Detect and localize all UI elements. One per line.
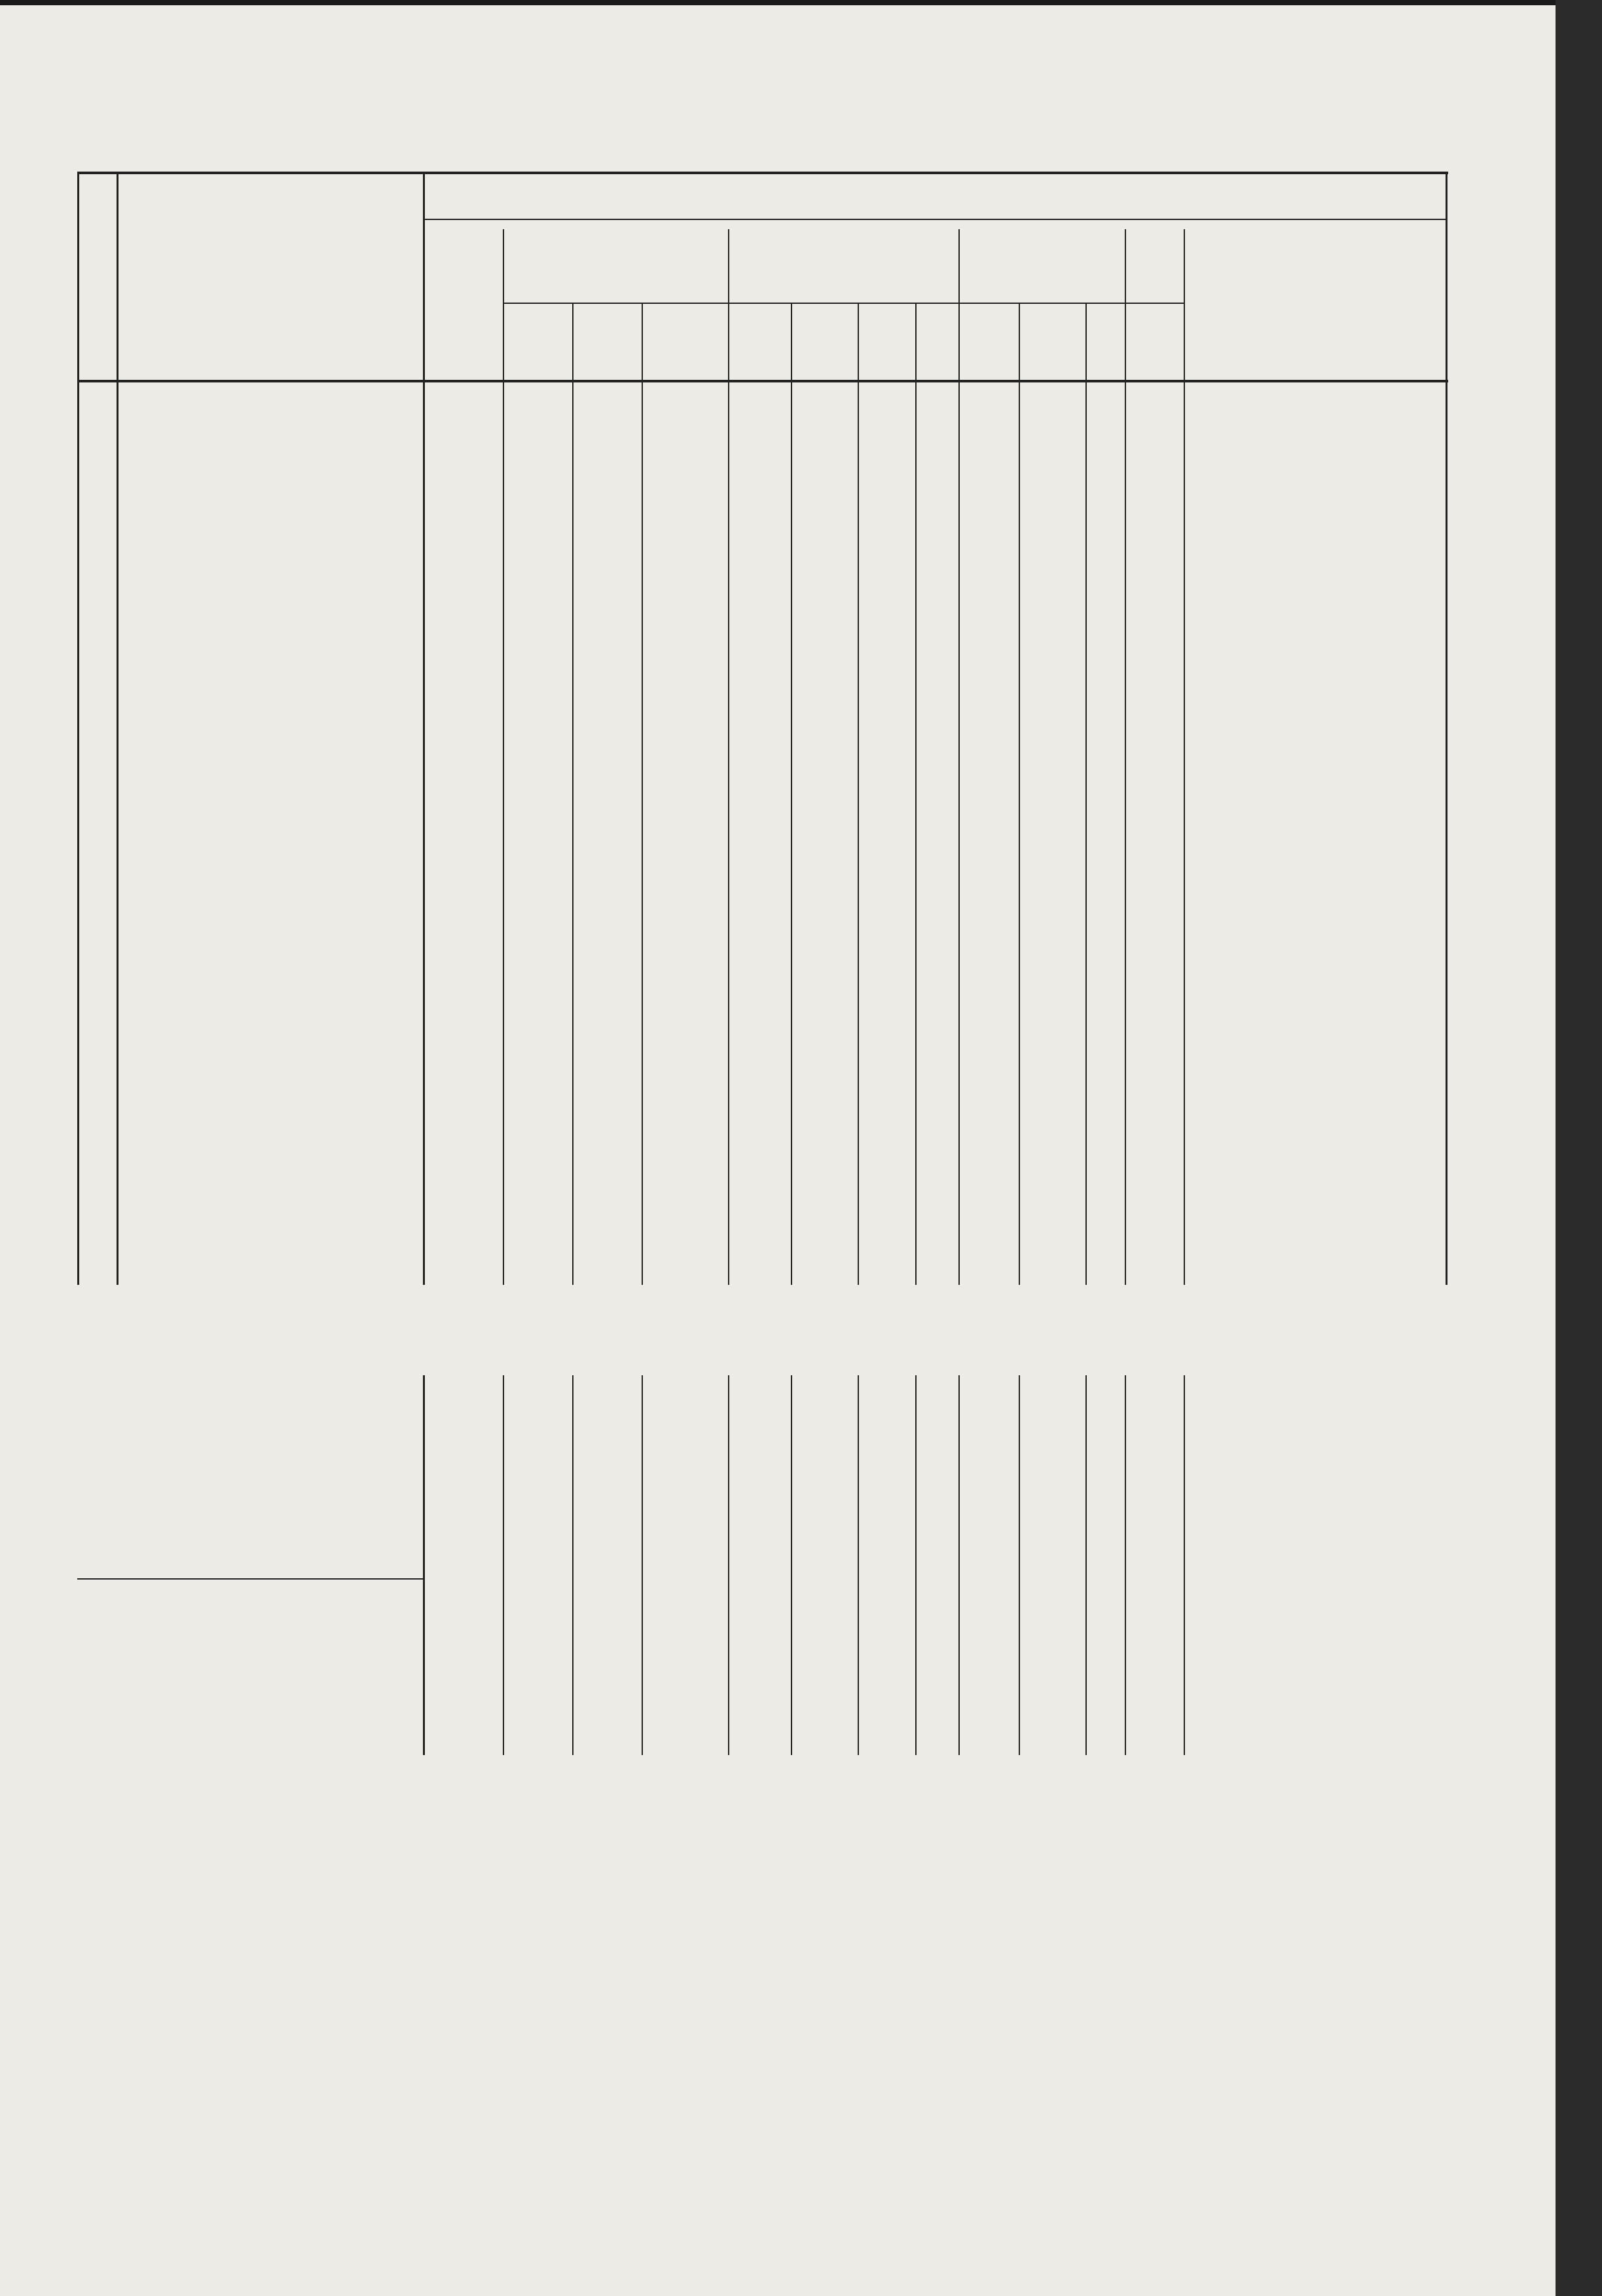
statistics-table [77, 172, 1448, 1285]
scan-edge [1556, 0, 1602, 2296]
rekapitulation-table [77, 1375, 1190, 1755]
